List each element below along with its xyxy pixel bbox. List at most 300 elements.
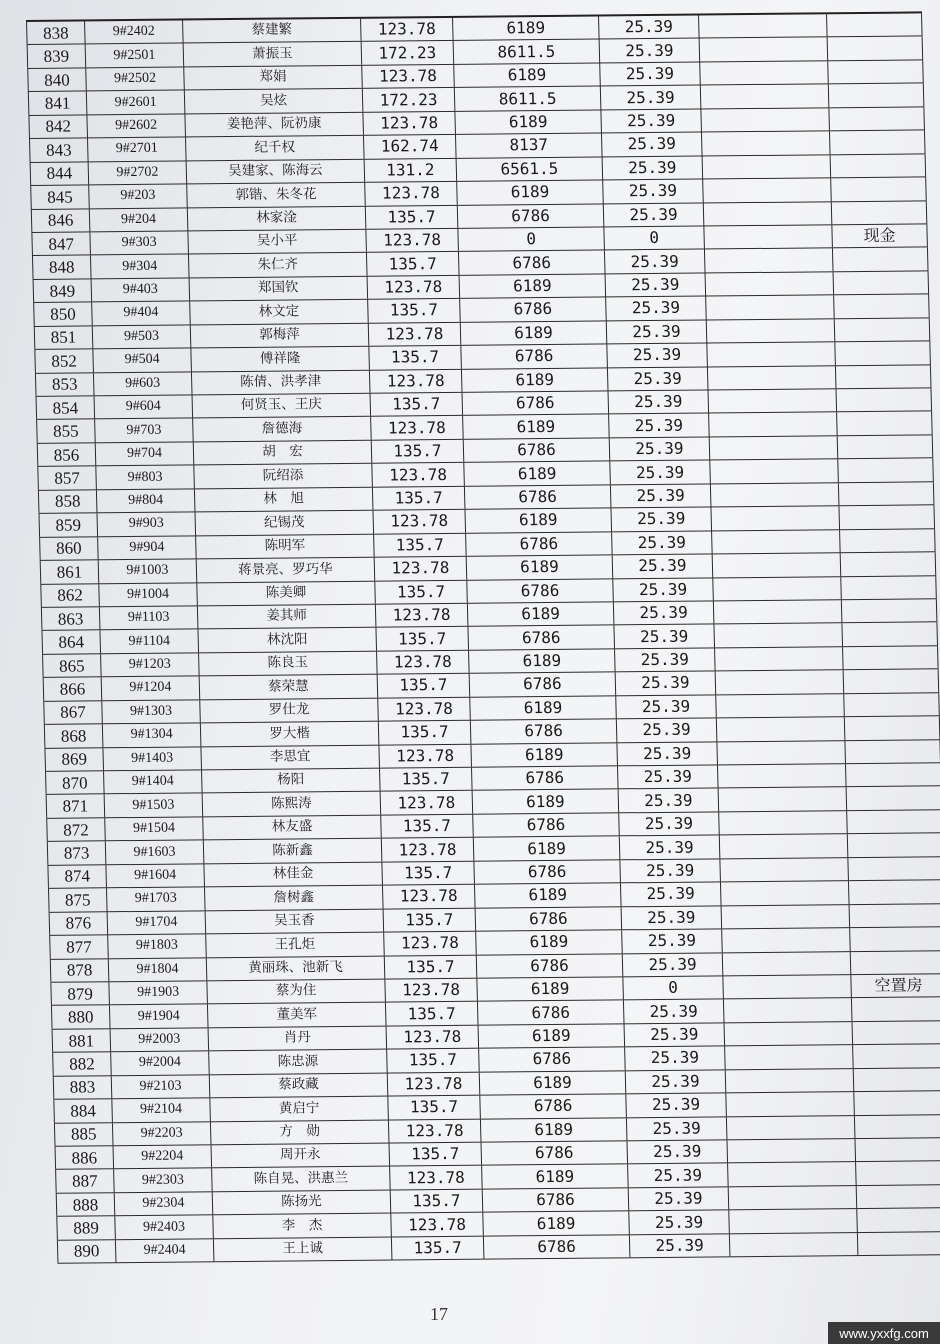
room-number: 9#1403 (102, 747, 201, 770)
owner-name: 郭梅萍 (190, 323, 369, 347)
area-value: 131.2 (364, 159, 457, 182)
blank-cell (720, 881, 849, 905)
row-number: 878 (50, 959, 109, 982)
rate-value: 25.39 (619, 859, 720, 882)
room-number: 9#503 (92, 325, 191, 348)
blank-cell (716, 717, 845, 741)
area-value: 123.78 (364, 182, 457, 205)
amount-value: 6786 (458, 251, 605, 275)
note-cell (847, 834, 940, 857)
blank-cell (712, 553, 841, 577)
owner-name: 王孔炬 (205, 933, 384, 957)
area-value: 135.7 (379, 768, 472, 791)
blank-cell (724, 1022, 853, 1046)
blank-cell (698, 14, 827, 38)
amount-value: 6189 (482, 1212, 629, 1236)
row-number: 853 (35, 373, 94, 396)
room-number: 9#803 (95, 466, 194, 489)
amount-value: 6786 (472, 813, 619, 837)
owner-name: 吴玉香 (205, 909, 384, 933)
area-value: 172.23 (362, 88, 455, 111)
row-number: 875 (48, 888, 107, 911)
rate-value: 25.39 (621, 929, 722, 952)
room-number: 9#403 (91, 278, 190, 301)
owner-name: 黄启宁 (209, 1097, 388, 1121)
row-number: 877 (49, 935, 108, 958)
row-number: 881 (52, 1029, 111, 1052)
amount-value: 6189 (478, 1024, 625, 1048)
area-value: 123.78 (367, 276, 460, 299)
row-number: 854 (36, 396, 95, 419)
area-value: 135.7 (378, 721, 471, 744)
blank-cell (703, 225, 832, 249)
blank-cell (700, 108, 829, 132)
note-cell (836, 412, 933, 435)
owner-name: 姜其师 (197, 605, 376, 629)
area-value: 123.78 (384, 979, 477, 1002)
rate-value: 25.39 (616, 719, 717, 742)
area-value: 135.7 (373, 533, 466, 556)
row-number: 864 (41, 631, 100, 654)
rate-value: 25.39 (619, 836, 720, 859)
owner-name: 陈熙涛 (202, 792, 381, 816)
room-number: 9#2103 (111, 1075, 210, 1098)
owner-name: 杨阳 (201, 769, 380, 793)
room-number: 9#2403 (114, 1216, 213, 1239)
rate-value: 25.39 (621, 906, 722, 929)
row-number: 869 (44, 748, 103, 771)
row-number: 847 (31, 232, 90, 255)
area-value: 135.7 (368, 346, 461, 369)
room-number: 9#1603 (105, 841, 204, 864)
blank-cell (721, 928, 850, 952)
area-value: 135.7 (365, 205, 458, 228)
note-cell (857, 1232, 940, 1255)
rate-value: 25.39 (615, 695, 716, 718)
owner-name: 郭锴、朱冬花 (186, 183, 365, 207)
owner-name: 林沈阳 (197, 628, 376, 652)
row-number: 886 (55, 1146, 114, 1169)
blank-cell (725, 1069, 854, 1093)
note-cell (827, 60, 924, 83)
rate-value: 25.39 (612, 578, 713, 601)
row-number: 882 (52, 1052, 111, 1075)
owner-name: 纪锡茂 (194, 511, 373, 535)
owner-name: 姜艳萍、阮礽康 (184, 113, 363, 137)
rate-value: 25.39 (613, 601, 714, 624)
note-cell (838, 482, 935, 505)
owner-name: 李 杰 (212, 1214, 391, 1238)
area-value: 123.78 (376, 651, 469, 674)
owner-name: 陈扬光 (212, 1190, 391, 1214)
owner-name: 方 勋 (210, 1120, 389, 1144)
amount-value: 8611.5 (454, 87, 601, 111)
row-number: 863 (41, 607, 100, 630)
row-number: 880 (51, 1006, 110, 1029)
row-number: 889 (56, 1217, 115, 1240)
row-number: 855 (36, 420, 95, 443)
blank-cell (706, 319, 835, 343)
amount-value: 6189 (467, 602, 614, 626)
room-number: 9#2701 (87, 138, 186, 161)
amount-value: 6189 (452, 17, 599, 41)
rate-value: 25.39 (609, 461, 710, 484)
room-number: 9#2404 (115, 1239, 214, 1262)
note-cell (849, 904, 940, 927)
row-number: 843 (29, 139, 88, 162)
blank-cell (702, 178, 831, 202)
room-number: 9#1104 (99, 630, 198, 653)
page-number: 17 (430, 1304, 448, 1324)
note-cell: 现金 (831, 224, 928, 247)
area-value: 135.7 (381, 861, 474, 884)
amount-value: 6786 (478, 1048, 625, 1072)
amount-value: 6189 (473, 837, 620, 861)
note-cell (855, 1162, 940, 1185)
owner-name: 黄丽珠、池新飞 (206, 956, 385, 980)
amount-value: 6189 (480, 1118, 627, 1142)
blank-cell (710, 506, 839, 530)
area-value: 123.78 (382, 885, 475, 908)
blank-cell (718, 811, 847, 835)
room-number: 9#1604 (105, 864, 204, 887)
row-number: 840 (27, 68, 86, 91)
blank-cell (705, 272, 834, 296)
owner-name: 李思宜 (200, 745, 379, 769)
blank-cell (726, 1139, 855, 1163)
rate-value: 25.39 (607, 367, 708, 390)
amount-value: 6786 (476, 954, 623, 978)
area-value: 123.78 (375, 604, 468, 627)
note-cell (844, 716, 940, 739)
owner-name: 詹德海 (192, 417, 371, 441)
amount-value: 6786 (482, 1188, 629, 1212)
area-value: 123.78 (389, 1166, 482, 1189)
row-number: 851 (34, 326, 93, 349)
rate-value: 0 (603, 226, 704, 249)
rate-value: 25.39 (603, 203, 704, 226)
area-value: 123.78 (386, 1026, 479, 1049)
note-cell (849, 927, 940, 950)
note-cell (834, 318, 931, 341)
area-value: 123.78 (362, 112, 455, 135)
area-value: 135.7 (377, 674, 470, 697)
room-number: 9#2402 (84, 21, 183, 44)
blank-cell (712, 577, 841, 601)
room-number: 9#2003 (110, 1028, 209, 1051)
blank-cell (716, 741, 845, 765)
note-cell (844, 740, 940, 763)
owner-name: 林友盛 (202, 816, 381, 840)
blank-cell (707, 366, 836, 390)
rate-value: 25.39 (612, 555, 713, 578)
owner-name: 陈忠源 (208, 1050, 387, 1074)
rate-value: 25.39 (624, 1023, 725, 1046)
rate-value: 25.39 (605, 297, 706, 320)
owner-name: 陈倩、洪孝津 (191, 370, 370, 394)
row-number: 857 (37, 467, 96, 490)
amount-value: 6786 (459, 298, 606, 322)
row-number: 852 (34, 350, 93, 373)
room-number: 9#2702 (88, 161, 187, 184)
owner-name: 萧振玉 (183, 42, 362, 66)
blank-cell (703, 202, 832, 226)
area-value: 123.78 (380, 791, 473, 814)
note-cell (826, 13, 923, 36)
blank-cell (727, 1163, 856, 1187)
room-number: 9#1204 (101, 677, 200, 700)
row-number: 883 (53, 1076, 112, 1099)
area-value: 123.78 (381, 838, 474, 861)
note-cell (828, 84, 925, 107)
owner-name: 林家淦 (187, 206, 366, 230)
note-cell (856, 1185, 940, 1208)
amount-value: 6786 (483, 1235, 630, 1259)
amount-value: 6189 (476, 977, 623, 1001)
room-number: 9#2602 (86, 114, 185, 137)
rate-value: 25.39 (608, 390, 709, 413)
room-number: 9#704 (95, 442, 194, 465)
room-number: 9#204 (89, 208, 188, 231)
note-cell (828, 107, 925, 130)
note-cell (854, 1138, 940, 1161)
owner-name: 陈良玉 (198, 651, 377, 675)
note-cell (833, 295, 930, 318)
area-value: 135.7 (375, 627, 468, 650)
row-number: 879 (50, 982, 109, 1005)
owner-name: 吴炫 (184, 89, 363, 113)
amount-value: 6786 (467, 626, 614, 650)
amount-value: 0 (457, 227, 604, 251)
blank-cell (722, 952, 851, 976)
owner-name: 詹树鑫 (204, 886, 383, 910)
row-number: 867 (43, 701, 102, 724)
room-number: 9#2601 (86, 91, 185, 114)
area-value: 123.78 (388, 1119, 481, 1142)
blank-cell (726, 1116, 855, 1140)
row-number: 871 (46, 795, 105, 818)
rate-value: 25.39 (611, 531, 712, 554)
note-cell (835, 365, 932, 388)
amount-value: 6189 (468, 649, 615, 673)
note-cell (840, 552, 937, 575)
room-number: 9#904 (97, 536, 196, 559)
owner-name: 罗大楷 (200, 722, 379, 746)
owner-name: 陈自晃、洪惠兰 (211, 1167, 390, 1191)
owner-name: 蔡为住 (206, 980, 385, 1004)
rate-value: 25.39 (615, 672, 716, 695)
room-number: 9#1404 (103, 770, 202, 793)
blank-cell (721, 905, 850, 929)
note-cell (838, 505, 935, 528)
area-value: 123.78 (374, 557, 467, 580)
rate-value: 25.39 (609, 437, 710, 460)
amount-value: 6786 (466, 579, 613, 603)
blank-cell (699, 38, 828, 62)
owner-name: 陈美卿 (196, 581, 375, 605)
owner-name: 王上诚 (213, 1237, 392, 1261)
room-number: 9#404 (91, 302, 190, 325)
blank-cell (704, 249, 833, 273)
amount-value: 6189 (456, 181, 603, 205)
rate-value: 25.39 (624, 1047, 725, 1070)
rate-value: 25.39 (600, 109, 701, 132)
row-number: 838 (26, 21, 85, 44)
row-number: 872 (46, 818, 105, 841)
amount-value: 6786 (479, 1094, 626, 1118)
blank-cell (708, 389, 837, 413)
note-cell (840, 576, 937, 599)
room-number: 9#1703 (106, 888, 205, 911)
rate-value: 25.39 (622, 953, 723, 976)
blank-cell (723, 999, 852, 1023)
blank-cell (702, 155, 831, 179)
row-number: 848 (32, 256, 91, 279)
row-number: 888 (56, 1193, 115, 1216)
amount-value: 6786 (471, 766, 618, 790)
amount-value: 6786 (462, 391, 609, 415)
amount-value: 8137 (455, 134, 602, 158)
owner-name: 陈新鑫 (203, 839, 382, 863)
rate-value: 25.39 (613, 625, 714, 648)
note-cell (845, 763, 940, 786)
room-number: 9#1503 (104, 794, 203, 817)
owner-name: 陈明军 (195, 534, 374, 558)
note-cell (839, 529, 936, 552)
note-cell (831, 201, 928, 224)
row-number: 846 (31, 209, 90, 232)
amount-value: 6786 (463, 438, 610, 462)
amount-value: 6786 (469, 673, 616, 697)
owner-name: 吴建家、陈海云 (186, 159, 365, 183)
amount-value: 6786 (475, 907, 622, 931)
area-value: 123.78 (372, 510, 465, 533)
payment-table (26, 11, 940, 1264)
amount-value: 6189 (459, 274, 606, 298)
owner-name: 吴小平 (187, 230, 366, 254)
row-number: 844 (30, 162, 89, 185)
blank-cell (728, 1209, 857, 1233)
rate-value: 0 (622, 976, 723, 999)
amount-value: 6561.5 (456, 157, 603, 181)
area-value: 135.7 (380, 815, 473, 838)
room-number: 9#2203 (112, 1122, 211, 1145)
amount-value: 6786 (464, 485, 611, 509)
amount-value: 6786 (481, 1141, 628, 1165)
row-number: 842 (28, 115, 87, 138)
blank-cell (709, 460, 838, 484)
room-number: 9#304 (90, 255, 189, 278)
row-number: 884 (53, 1099, 112, 1122)
area-value: 135.7 (386, 1049, 479, 1072)
row-number: 841 (28, 92, 87, 115)
rate-value: 25.39 (626, 1140, 727, 1163)
rate-value: 25.39 (610, 508, 711, 531)
area-value: 135.7 (374, 580, 467, 603)
row-number: 858 (38, 490, 97, 513)
rate-value: 25.39 (599, 39, 700, 62)
area-value: 123.78 (369, 369, 462, 392)
owner-name: 肖丹 (208, 1026, 387, 1050)
room-number: 9#1003 (98, 559, 197, 582)
note-cell (827, 37, 924, 60)
rate-value: 25.39 (625, 1070, 726, 1093)
amount-value: 6786 (460, 345, 607, 369)
note-cell (854, 1115, 940, 1138)
note-cell (836, 388, 933, 411)
note-cell (834, 341, 931, 364)
room-number: 9#2303 (113, 1169, 212, 1192)
amount-value: 6786 (473, 860, 620, 884)
owner-name: 蒋景亮、罗巧华 (196, 558, 375, 582)
note-cell (841, 599, 938, 622)
area-value: 135.7 (385, 1002, 478, 1025)
amount-value: 6189 (460, 321, 607, 345)
blank-cell (708, 413, 837, 437)
owner-name: 蔡政藏 (209, 1073, 388, 1097)
blank-cell (709, 436, 838, 460)
owner-name: 郑娟 (183, 66, 362, 90)
rate-value: 25.39 (610, 484, 711, 507)
amount-value: 6189 (469, 696, 616, 720)
owner-name: 何贤玉、王庆 (192, 394, 371, 418)
row-number: 874 (47, 865, 106, 888)
room-number: 9#903 (97, 513, 196, 536)
area-value: 135.7 (387, 1096, 480, 1119)
amount-value: 6189 (463, 462, 610, 486)
amount-value: 6189 (464, 509, 611, 533)
area-value: 135.7 (372, 487, 465, 510)
room-number: 9#1303 (101, 700, 200, 723)
room-number: 9#1903 (108, 981, 207, 1004)
room-number: 9#2004 (110, 1052, 209, 1075)
rate-value: 25.39 (598, 16, 699, 39)
note-cell (853, 1068, 940, 1091)
area-value: 123.78 (390, 1213, 483, 1236)
blank-cell (713, 624, 842, 648)
area-value: 135.7 (370, 393, 463, 416)
room-number: 9#1504 (104, 817, 203, 840)
area-value: 172.23 (361, 41, 454, 64)
blank-cell (706, 342, 835, 366)
note-cell (837, 459, 934, 482)
site-watermark: www.yxxfg.com (828, 1322, 940, 1344)
room-number: 9#2104 (111, 1098, 210, 1121)
room-number: 9#2204 (113, 1145, 212, 1168)
blank-cell (728, 1186, 857, 1210)
room-number: 9#1103 (99, 606, 198, 629)
area-value: 135.7 (383, 908, 476, 931)
row-number: 865 (42, 654, 101, 677)
rate-value: 25.39 (614, 648, 715, 671)
area-value: 162.74 (363, 135, 456, 158)
row-number: 890 (57, 1240, 116, 1263)
row-number: 861 (40, 560, 99, 583)
owner-name: 周开永 (211, 1144, 390, 1168)
note-cell (856, 1208, 940, 1231)
owner-name: 林佳金 (203, 862, 382, 886)
area-value: 135.7 (371, 440, 464, 463)
owner-name: 林 旭 (194, 487, 373, 511)
room-number: 9#1203 (100, 653, 199, 676)
blank-cell (718, 788, 847, 812)
room-number: 9#2502 (85, 67, 184, 90)
row-number: 839 (27, 45, 86, 68)
note-cell (846, 787, 940, 810)
room-number: 9#603 (93, 372, 192, 395)
amount-value: 6189 (466, 555, 613, 579)
note-cell (843, 693, 940, 716)
